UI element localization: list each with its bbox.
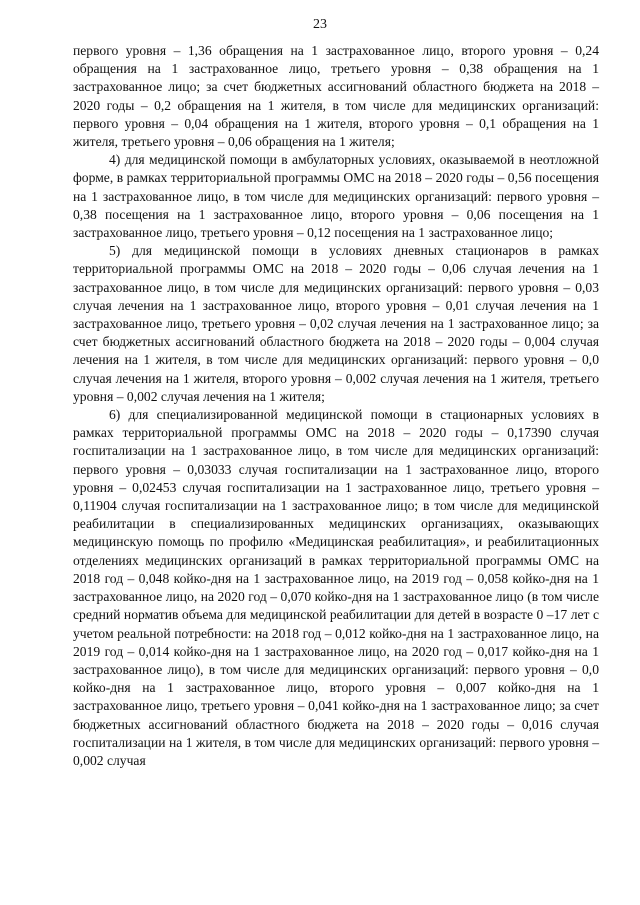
paragraph-item-4: 4) для медицинской помощи в амбулаторных условиях, оказываемой в неотложной форме, в рамках территориальной программы ОМС на 2018 – 2020 годы – 0,56 посещения на 1 застрахованное лицо, в том числе для медицинских организаций: первого уровня – 0,38 посещения на 1 застрахованное лицо, второго уровня – 0,06 посещения на 1 застрахованное лицо, третьего уровня – 0,12 посещения на 1 застрахованное лицо; — [73, 152, 599, 241]
paragraph-item-5: 5) для медицинской помощи в условиях дневных стационаров в рамках территориальной программы ОМС на 2018 – 2020 годы – 0,06 случая лечения на 1 застрахованное лицо, в том числе для медицинских организаций: первого уровня – 0,03 случая лечения на 1 застрахованное лицо, второго уровня – 0,01 случая лечения на 1 застрахованное лицо, третьего уровня – 0,02 случая лечения на 1 застрахованное лицо; за счет бюджетных ассигнований областного бюджета на 2018 – 2020 годы – 0,004 случая лечения на 1 жителя, в том числе для медицинских организаций: первого уровня – 0,0 случая лечения на 1 жителя, второго уровня – 0,002 случая лечения на 1 жителя, третьего уровня – 0,002 случая лечения на 1 жителя; — [73, 243, 599, 404]
paragraph-item-6: 6) для специализированной медицинской помощи в стационарных условиях в рамках территориальной программы ОМС на 2018 – 2020 годы – 0,17390 случая госпитализации на 1 застрахованное лицо, в том числе для медицинских организаций: первого уровня – 0,03033 случая госпитализации на 1 застрахованное лицо, второго уровня – 0,02453 случая госпитализации на 1 застрахованное лицо, третьего уровня – 0,11904 случая госпитализации на 1 застрахованное лицо; в том числе для медицинской реабилитации в специализированных медицинских организациях, оказывающих медицинскую помощь по профилю «Медицинская реабилитация», и реабилитационных отделениях медицинских организаций в рамках территориальной программы ОМС на 2018 год – 0,048 койко-дня на 1 застрахованное лицо, на 2019 год – 0,058 койко-дня на 1 застрахованное лицо, на 2020 год – 0,070 койко-дня на 1 застрахованное лицо (в том числе средний норматив объема для медицинской реабилитации для детей в возрасте 0 –17 лет с учетом реальной потребности: на 2018 год – 0,012 койко-дня на 1 застрахованное лицо, на 2019 год – 0,014 койко-дня на 1 застрахованное лицо, на 2020 год – 0,017 койко-дня на 1 застрахованное лицо), в том числе для медицинских организаций: первого уровня – 0,0 койко-дня на 1 застрахованное лицо, второго уровня – 0,007 койко-дня на 1 застрахованное лицо, третьего уровня – 0,041 койко-дня на 1 застрахованное лицо; за счет бюджетных ассигнований областного бюджета на 2018 – 2020 годы – 0,016 случая госпитализации на 1 жителя, в том числе для медицинских организаций: первого уровня – 0,002 случая — [73, 407, 599, 768]
document-body — [73, 42, 599, 770]
paragraph-continuation: первого уровня – 1,36 обращения на 1 застрахованное лицо, второго уровня – 0,24 обращения на 1 застрахованное лицо, третьего уровня – 0,38 обращения на 1 застрахованное лицо; за счет бюджетных ассигнований областного бюджета на 2018 – 2020 годы – 0,2 обращения на 1 жителя, в том числе для медицинских организаций: первого уровня – 0,04 обращения на 1 жителя, второго уровня – 0,1 обращения на 1 жителя, третьего уровня – 0,06 обращения на 1 жителя; — [73, 43, 599, 150]
page-number: 23 — [313, 17, 327, 32]
